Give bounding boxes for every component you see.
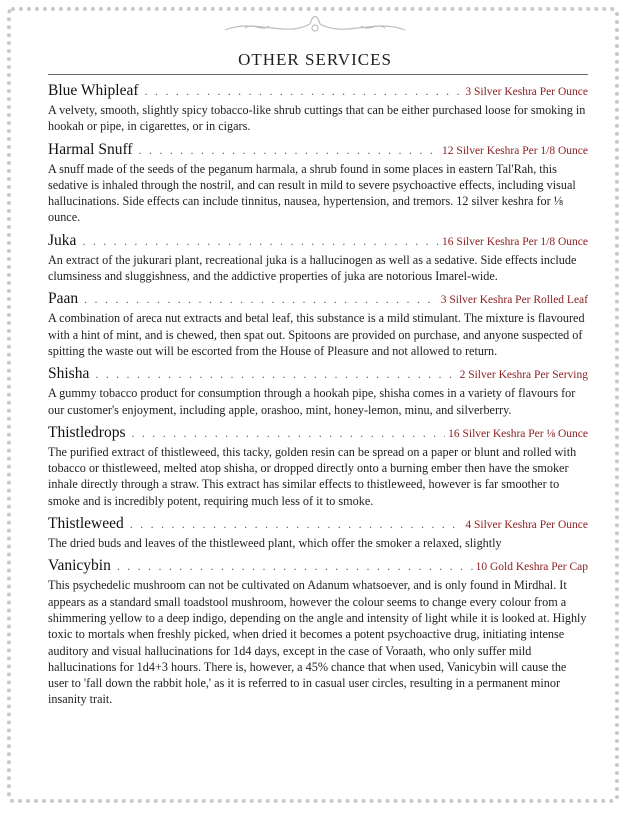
service-description: A snuff made of the seeds of the peganum harmala, a shrub found in some places in eastern Tal'Rah, this sedative is inhaled through the nostril, and can result in mild to severe psychoactive effects, including visual hallucinations. Side effects can include tinnitus, nausea, hypertension, and tremors. 12 silver keshra for ⅛ ounce. xyxy=(48,161,576,225)
services-list xyxy=(48,82,588,714)
service-entry-blue-whipleaf xyxy=(48,82,588,135)
dot-leader xyxy=(132,426,446,441)
dot-leader xyxy=(130,517,463,532)
service-entry-paan xyxy=(48,290,588,359)
dot-leader xyxy=(117,559,473,574)
service-description: This psychedelic mushroom can not be cultivated on Adanum whatsoever, and is only found in Mirdhal. It appears as a standard small toadstool mushroom, however the colour seems to change every colour from a shimmering yellow to a deep indigo, depending on the angle and intensity of light while it is looked at. Highly toxic to mortals when freshly picked, when dried it becomes a potent psychoactive drug, initiating intense auditory and visual hallucinations for 1d4 days, except in the case of Voraath, who only suffer mild hallucinations for 1d4+3 hours. There is, however, a 45% chance that when used, Vanicybin will cause the user to 'fall down the rabbit hole,' as it is referred to in casual user circles, resulting in a permanent minor insanity trait. xyxy=(48,578,587,707)
service-description: The purified extract of thistleweed, this tacky, golden resin can be spread on a paper or blunt and rolled with tobacco or thistleweed, melted atop shisha, or dropped directly onto a burning ember then have the smoker inhale directly through a straw. This extract has similar effects to thistleweed, however is far smoother to smoke and is incredibly potent, requiring much less of it to smoke. xyxy=(48,444,577,508)
service-price: 3 Silver Keshra Per Rolled Leaf xyxy=(440,294,588,307)
service-header xyxy=(48,290,588,310)
service-price: 12 Silver Keshra Per 1/8 Ounce xyxy=(442,144,588,157)
service-name: Thistleweed xyxy=(48,515,124,533)
service-name: Paan xyxy=(48,290,79,308)
service-entry-vanicybin xyxy=(48,557,588,707)
flourish-ornament-icon xyxy=(215,10,415,40)
service-header xyxy=(48,141,588,161)
service-name: Thistledrops xyxy=(48,423,126,441)
service-price: 2 Silver Keshra Per Serving xyxy=(459,369,588,382)
dot-leader xyxy=(145,84,463,99)
service-name: Blue Whipleaf xyxy=(48,82,139,99)
service-description: An extract of the jukurari plant, recreational juka is a hallucinogen as well as a sedative. Side effects include clumsiness and sluggishness, and the addictive properties of juka are notorious Imarel-wide. xyxy=(48,252,577,284)
service-entry-shisha xyxy=(48,365,588,418)
dot-leader xyxy=(139,143,440,158)
service-entry-harmal-snuff xyxy=(48,141,588,226)
service-entry-juka xyxy=(48,232,588,285)
service-description: A velvety, smooth, slightly spicy tobacco-like shrub cuttings that can be either purchased loose for smoking in hookah or pipe, in cigarettes, or in cigars. xyxy=(48,103,586,134)
service-description: A combination of areca nut extracts and betal leaf, this substance is a mild stimulant. The mixture is flavoured with a hint of mint, and is chewed, then spat out. Spitoons are provided on purchase, and anyone suspected of spitting the waste out will be escorted from the House of Pleasure and not allowed to return. xyxy=(48,311,585,358)
service-name: Juka xyxy=(48,231,77,249)
service-header xyxy=(48,82,588,102)
service-price: 4 Silver Keshra Per Ounce xyxy=(465,519,588,532)
dot-leader xyxy=(84,292,438,307)
service-header xyxy=(48,424,588,444)
service-price: 16 Silver Keshra Per ⅛ Ounce xyxy=(448,427,588,440)
title-divider xyxy=(48,74,588,75)
service-description: The dried buds and leaves of the thistleweed plant, which offer the smoker a relaxed, slightly xyxy=(48,536,502,551)
service-header xyxy=(48,232,588,252)
service-price: 16 Silver Keshra Per 1/8 Ounce xyxy=(442,235,588,248)
service-price: 3 Silver Keshra Per Ounce xyxy=(465,86,588,98)
service-name: Harmal Snuff xyxy=(48,140,133,158)
service-price: 10 Gold Keshra Per Cap xyxy=(475,561,588,574)
service-entry-thistledrops xyxy=(48,424,588,509)
service-header xyxy=(48,365,588,385)
dot-leader xyxy=(82,234,439,249)
page-title: OTHER SERVICES xyxy=(238,50,392,69)
service-header xyxy=(48,515,588,535)
service-entry-thistleweed xyxy=(48,515,588,551)
service-header xyxy=(48,557,588,577)
service-description: A gummy tobacco product for consumption through a hookah pipe, shisha comes in a variety of flavours for our customer's enjoyment, including apple, orashoo, mint, honey-lemon, minu, and silverberry. xyxy=(48,386,576,417)
dot-leader xyxy=(95,367,456,382)
service-name: Shisha xyxy=(48,365,90,383)
service-name: Vanicybin xyxy=(48,557,111,575)
